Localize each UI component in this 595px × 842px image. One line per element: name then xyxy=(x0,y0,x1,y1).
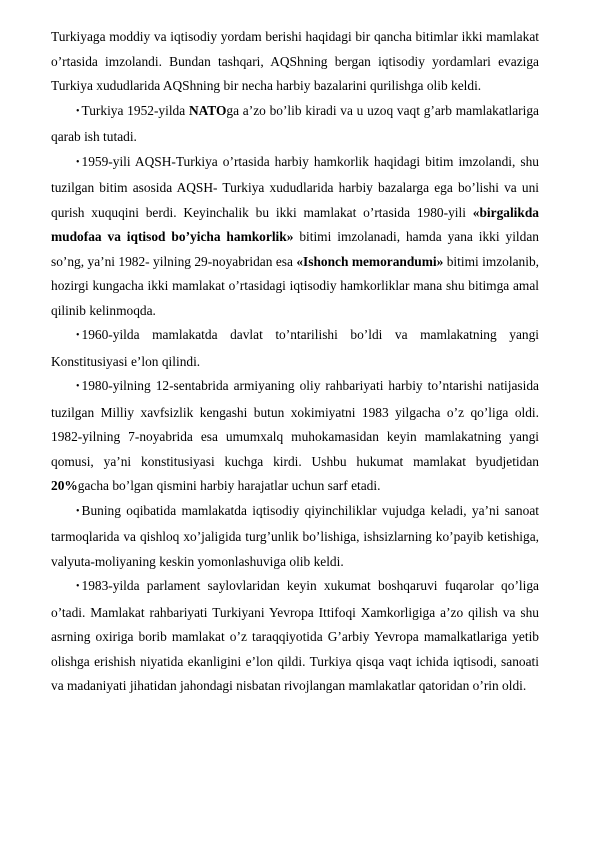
bullet-icon: • xyxy=(76,505,80,517)
intro-paragraph: Turkiyaga moddiy va iqtisodiy yordam berishi haqidagi bir qancha bitimlar ikki mamlakat o’rtasida imzolandi. Bundan tashqari, AQShning bergan iqtisodiy yordamlari evaziga Turkiya xududlarida AQShning bir necha harbiy bazalarini qurilishga olib keldi. xyxy=(51,29,539,93)
item-text: Turkiya 1952-yilda xyxy=(81,102,189,118)
bullet-icon: • xyxy=(76,105,80,117)
list-item xyxy=(51,499,539,575)
item-text: 1983-yilda parlament saylovlaridan keyin xukumat boshqaruvi fuqarolar qo’liga o’tadi. Mamlakat rahbariyati Turkiyani Yevropa Ittifoqi Xamkorligiga a’zo qilish va shu asrning oxiriga borib mamlakat o’z taraqqiyotida G’arbiy Yevropa mamalkatlariga yetib olishga erishish niyatida ekanligini e’lon qildi. Turkiya qisqa vaqt ichida iqtisodi, sanoati va madaniyati jihatidan jahondagi nisbatan rivojlangan mamlakatlar qatoridan o’rin oldi. xyxy=(51,578,539,693)
bullet-icon: • xyxy=(76,581,80,592)
item-text: ga a’zo bo’lib kiradi va u uzoq vaqt g’arb mamlakatlariga qarab ish tutadi. xyxy=(51,102,539,144)
item-text: gacha bo’lgan qismini harbiy harajatlar uchun sarf etadi. xyxy=(77,478,381,493)
list-item xyxy=(51,99,539,150)
item-text: bitimi imzolanib, hozirgi kungacha ikki mamlakat o’rtasidagi iqtisodiy hamkorliklar mana shu bitimga amal qilinib kelinmoqda. xyxy=(51,253,539,318)
item-bold-text: NATO xyxy=(188,102,227,118)
item-bold-text: «birgalikda mudofaa va iqtisod bo’yicha hamkorlik» xyxy=(51,204,539,244)
item-bold-text: «Ishonch memorandumi» xyxy=(296,253,444,269)
item-bold-text: 20% xyxy=(51,478,78,493)
list-item xyxy=(51,150,539,324)
item-text: 1960-yilda mamlakatda davlat to’ntarilishi bo’ldi va mamlakatning yangi Konstitusiyasi e’lon qilindi. xyxy=(51,327,539,369)
bullet-icon: • xyxy=(76,156,80,168)
list-item xyxy=(51,574,539,699)
item-text: 1959-yili AQSH-Turkiya o’rtasida harbiy hamkorlik haqidagi bitim imzolandi, shu tuzilgan bitim asosida AQSH- Turkiya xududlarida harbiy bazalarga ega bo’lishi va uni qurish xuquqini berdi. Keyinchalik bu ikki mamlakat o’rtasida 1980-yili xyxy=(51,153,539,220)
bullet-icon: • xyxy=(76,381,80,392)
item-text: 1980-yilning 12-sentabrida armiyaning oliy rahbariyati harbiy to’ntarishi natijasida tuzilgan Milliy xavfsizlik kengashi butun xokimiyatni 1983 yilgacha o’z qo’liga oldi. 1982-yilning 7-noyabrida esa umumxalq muhokamasidan keyin mamlakatning yangi qomusi, ya’ni konstitusiyasi kuchga kirdi. Ushbu hukumat mamlakat byudjetidan xyxy=(51,378,539,469)
list-item xyxy=(51,323,539,374)
item-text: Buning oqibatida mamlakatda iqtisodiy qiyinchiliklar vujudga keladi, ya’ni sanoat tarmoqlarida va qishloq xo’jaligida turg’unlik bo’lishiga, ishsizlarning ko’payib ketishiga, valyuta-moliyaning keskin yomonlashuviga olib keldi. xyxy=(51,502,539,569)
list-item xyxy=(51,374,539,499)
document-body xyxy=(51,25,539,699)
bullet-icon: • xyxy=(76,330,80,341)
item-text: bitimi imzolanadi, hamda yana ikki yildan so’ng, ya’ni 1982- yilning 29-noyabridan esa xyxy=(51,229,539,269)
